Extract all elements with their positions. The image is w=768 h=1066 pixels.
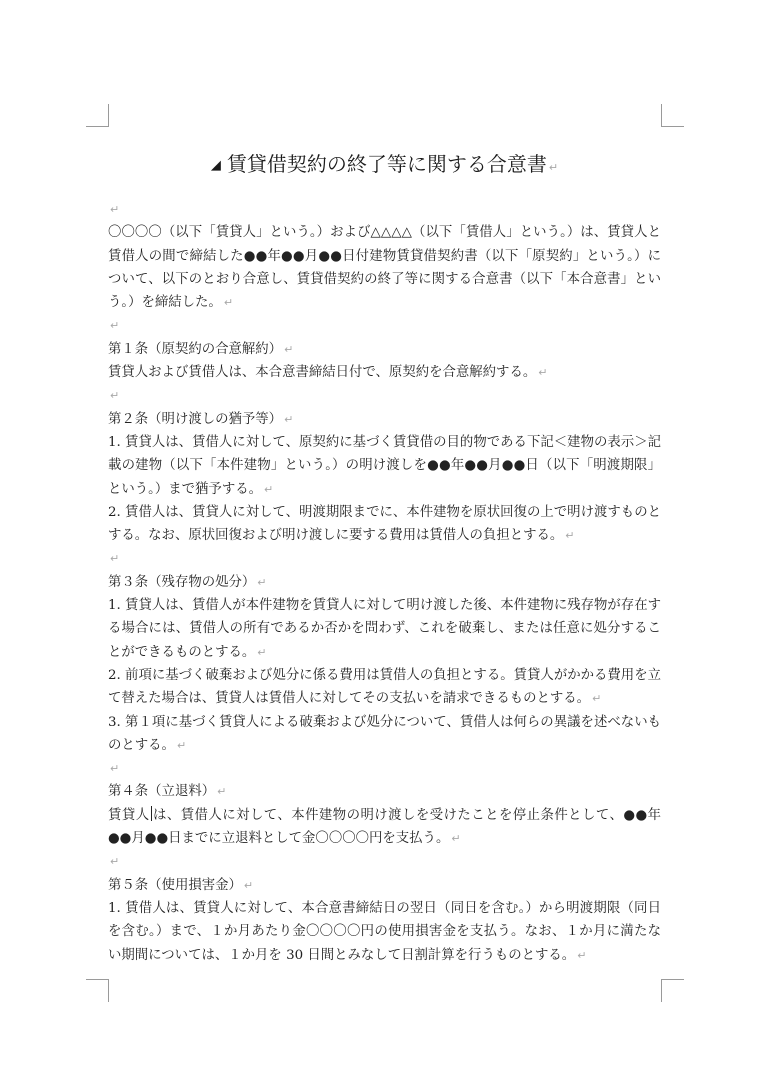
article-heading[interactable]: 第３条（残存物の処分） ↵ — [108, 574, 267, 590]
paragraph[interactable]: 1. 賃貸人は、賃借人が本件建物を賃貸人に対して明け渡した後、本件建物に残存物が存在する場合には、賃借人の所有であるか否かを問わず、これを破棄し、または任意に処分することができるものとする。 ↵ — [108, 598, 661, 660]
paragraph[interactable]: ↵ — [110, 552, 120, 566]
paragraph[interactable]: ↵ — [110, 762, 120, 776]
text-before-cursor: 賃貸人 — [108, 807, 150, 823]
paragraph[interactable]: 2. 賃借人は、賃貸人に対して、明渡期限までに、本件建物を原状回復の上で明け渡すものとする。なお、原状回復および明け渡しに要する費用は賃借人の負担とする。 ↵ — [108, 504, 661, 544]
paragraph[interactable]: ↵ — [110, 389, 120, 403]
paragraph[interactable]: 賃貸人 は、賃借人に対して、本件建物の明け渡しを受けたことを停止条件として、●●年●●月●●日までに立退料として金〇〇〇〇円を支払う。 ↵ — [108, 807, 661, 847]
document-body[interactable] — [108, 198, 661, 967]
paragraph[interactable]: 3. 第１項に基づく賃貸人による破棄および処分について、賃借人は何らの異議を述べないものとする。 ↵ — [108, 714, 661, 753]
article-heading[interactable]: 第２条（明け渡しの猶予等） ↵ — [108, 411, 294, 427]
article-heading[interactable]: 第１条（原契約の合意解約） ↵ — [108, 341, 294, 357]
text-cursor — [151, 806, 152, 821]
margin-corner-bottom-left — [86, 979, 109, 1002]
margin-corner-top-right — [661, 104, 684, 127]
article-heading[interactable]: 第５条（使用損害金） ↵ — [108, 877, 254, 893]
document-title[interactable] — [108, 150, 661, 182]
paragraph[interactable]: ↵ — [110, 319, 120, 333]
heading-collapse-icon[interactable]: ◢ — [210, 158, 221, 173]
paragraph[interactable]: 2. 前項に基づく破棄および処分に係る費用は賃借人の負担とする。賃貸人がかかる費用を立て替えた場合は、賃貸人は賃借人に対してその支払いを請求できるものとする。 ↵ — [108, 667, 661, 707]
paragraph[interactable]: ↵ — [110, 203, 120, 216]
paragraph[interactable]: 1. 賃借人は、賃貸人に対して、本合意書締結日の翌日（同日を含む。）から明渡期限（同日を含む。）まで、１か月あたり金〇〇〇〇円の使用損害金を支払う。なお、１か月に満たない期間については、１か月を 30 日間とみなして日割計算を行うものとする。 ↵ — [108, 900, 661, 963]
article-heading[interactable]: 第４条（立退料） ↵ — [108, 784, 227, 800]
document-title-text: 賃貸借契約の終了等に関する合意書 — [226, 152, 547, 176]
margin-corner-bottom-right — [661, 979, 684, 1002]
margin-corner-top-left — [86, 104, 109, 127]
paragraph[interactable]: 〇〇〇〇（以下「賃貸人」という。）および△△△△（以下「賃借人」という。）は、賃貸人と賃借人の間で締結した●●年●●月●●日付建物賃貸借契約書（以下「原契約」という。）について、以下のとおり合意し、賃貸借契約の終了等に関する合意書（以下「本合意書」という。）を締結した。 ↵ — [108, 225, 661, 311]
text-after-cursor: は、賃借人に対して、本件建物の明け渡しを受けたことを停止条件として、●●年●●月●●日までに立退料として金〇〇〇〇円を支払う。 — [108, 807, 661, 847]
paragraph[interactable]: 賃貸人および賃借人は、本合意書締結日付で、原契約を合意解約する。 ↵ — [108, 365, 548, 381]
paragraph-mark: ↵ — [548, 161, 559, 174]
paragraph[interactable]: 1. 賃貸人は、賃借人に対して、原契約に基づく賃貸借の目的物である下記＜建物の表示＞記載の建物（以下「本件建物」という。）の明け渡しを●●年●●月●●日（以下「明渡期限」という。）まで猶予する。 ↵ — [108, 434, 661, 497]
paragraph[interactable]: ↵ — [110, 855, 120, 869]
